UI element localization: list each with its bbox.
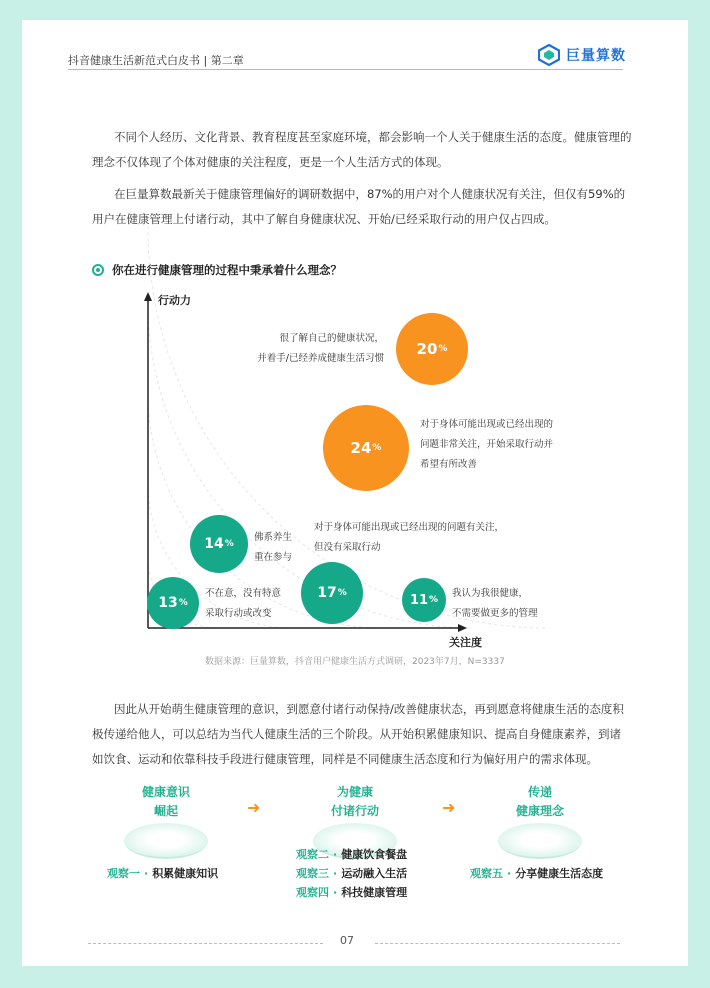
bubble-20: 20 % — [396, 313, 468, 385]
annotation-11: 我认为我很健康， 不需要做更多的管理 — [452, 588, 538, 619]
x-axis-label: 关注度 — [449, 636, 482, 649]
arrow-right-icon: ➜ — [247, 798, 261, 817]
stage-1-line1: 健康意识 — [141, 785, 190, 799]
annotation-20: 很了解自己的健康状况， 并着手/已经养成健康生活习惯 — [257, 333, 384, 364]
stage-1-line2: 崛起 — [153, 804, 178, 818]
bubble-11: 11 % — [402, 578, 446, 622]
stage-2-line2: 付诸行动 — [330, 804, 379, 818]
bubble-13: 13 % — [147, 577, 199, 629]
footer-divider-left — [88, 943, 323, 945]
footer-divider-right — [375, 943, 620, 945]
observation-3: 观察三 · 运动融入生活 — [296, 867, 408, 880]
stage-1 — [116, 783, 216, 859]
brand-name: 巨量算数 — [566, 48, 626, 64]
intro-paragraph-1: 不同个人经历、文化背景、教育程度甚至家庭环境，都会影响一个人关于健康生活的态度。健康管理的理念不仅体现了个体对健康的关注程度，更是一个人生活方式的体现。 — [92, 130, 632, 169]
summary-paragraph: 因此从开始萌生健康管理的意识，到愿意付诸行动保持/改善健康状态，再到愿意将健康生活的态度积极传递给他人，可以总结为当代人健康生活的三个阶段。从开始积累健康知识、提高自身健康素养，到诸如饮食、运动和依靠科技手段进行健康管理，同样是不同健康生活态度和行为偏好用户的需求体现。 — [92, 702, 624, 766]
observation-1: 观察一 · 积累健康知识 — [107, 867, 219, 880]
stage-3-line2: 健康理念 — [515, 804, 564, 818]
annotation-24: 对于身体可能出现或已经出现的 问题非常关注，开始采取行动并 希望有所改善 — [420, 419, 554, 470]
bubble-14: 14 % — [190, 515, 248, 573]
page-number: 07 — [340, 934, 354, 947]
stage-3-pedestal — [498, 823, 582, 859]
annotation-14: 佛系养生 重在参与 — [254, 532, 293, 563]
observation-4: 观察四 · 科技健康管理 — [296, 886, 408, 899]
arrow-right-icon: ➜ — [442, 798, 456, 817]
observation-2: 观察二 · 健康饮食餐盘 — [296, 848, 408, 861]
stage-1-pedestal — [124, 823, 208, 859]
observation-5: 观察五 · 分享健康生活态度 — [470, 867, 604, 880]
y-axis-label: 行动力 — [158, 294, 191, 307]
bubble-17: 17 % — [301, 562, 363, 624]
intro-paragraph-2: 在巨量算数最新关于健康管理偏好的调研数据中，87%的用户对个人健康状况有关注，但仅有59%的用户在健康管理上付诸行动，其中了解自身健康状况、开始/已经采取行动的用户仅占四成。 — [92, 187, 626, 226]
stage-2-line1: 为健康 — [336, 785, 373, 799]
stage-3 — [490, 783, 590, 859]
annotation-13: 不在意，没有特意 采取行动或改变 — [205, 588, 282, 619]
stage-3-line1: 传递 — [527, 785, 552, 799]
annotation-17: 对于身体可能出现或已经出现的问题有关注， 但没有采取行动 — [314, 522, 505, 553]
bubble-24: 24 % — [323, 405, 409, 491]
chart-question-text: 你在进行健康管理的过程中秉承着什么理念？ — [112, 263, 342, 277]
chart-source-note: 数据来源：巨量算数，抖音用户健康生活方式调研，2023年7月，N=3337 — [205, 657, 505, 667]
document-header-title: 抖音健康生活新范式白皮书 | 第二章 — [68, 54, 244, 67]
